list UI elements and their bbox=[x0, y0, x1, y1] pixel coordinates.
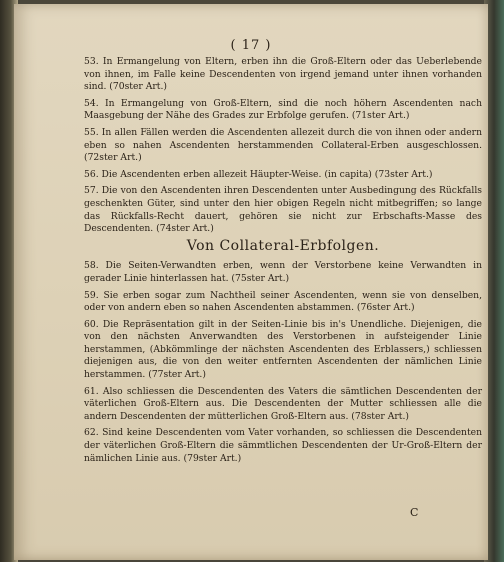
paragraph-55: 55. In allen Fällen werden die Ascendenten allezeit durch die von ihnen oder andern eben so nahen Ascendenten herstammenden Collateral-Erben ausgeschlossen. (72ster Art.) bbox=[84, 126, 482, 164]
section-heading: Von Collateral-Erbfolgen. bbox=[186, 237, 380, 254]
paragraph-58: 58. Die Seiten-Verwandten erben, wenn der Verstorbene keine Verwandten in gerader Linie hinterlassen hat. (75ster Art.) bbox=[84, 260, 482, 284]
paragraph-54: 54. In Ermangelung von Groß-Eltern, sind die noch höhern Ascendenten nach Maasgebung der Nähe des Grades zur Erbfolge gerufen. (71ster Art.) bbox=[84, 97, 482, 122]
book-page bbox=[14, 4, 488, 560]
paragraph-62: 62. Sind keine Descendenten vom Vater vorhanden, so schliessen die Descendenten der väterlichen Groß-Eltern die sämmtlichen Descendenten der Ur-Groß-Eltern der nämlichen Linie aus. (79ster Art.) bbox=[84, 427, 482, 464]
paragraph-57: 57. Die von den Ascendenten ihren Descendenten unter Ausbedingung des Rückfalls geschenkten Güter, sind unter den hier obigen Regeln nicht mitbegriffen; so lange das Rückfalls-Recht dauert, gehören sie nicht zur Erbschafts-Masse des Descendenten. (74ster Art.) bbox=[84, 185, 482, 235]
paragraph-56: 56. Die Ascendenten erben allezeit Häupter-Weise. (in capita) (73ster Art.) bbox=[84, 168, 433, 180]
page-number: ( 17 ) bbox=[230, 38, 272, 53]
paragraph-60: 60. Die Repräsentation gilt in der Seiten-Linie bis in's Unendliche. Diejenigen, die von den nächsten Anverwandten des Verstorbenen in aufsteigender Linie herstammen, (Abkömmlinge der nächsten Ascendenten des Erblassers,) schliessen diejenigen aus, die von den weiter entfernten Ascendenten der nämlichen Linie herstammen. (77ster Art.) bbox=[84, 318, 482, 381]
paragraph-61: 61. Also schliessen die Descendenten des Vaters die sämtlichen Descendenten der väterlichen Groß-Eltern aus. Die Descendenten der Mutter schliessen alle die andern Descendenten der mütterlichen Groß-Eltern aus. (78ster Art.) bbox=[84, 385, 482, 422]
page-content bbox=[84, 56, 482, 469]
catchword-signature: C bbox=[410, 506, 419, 519]
paragraph-59: 59. Sie erben sogar zum Nachtheil seiner Ascendenten, wenn sie von denselben, oder von andern eben so nahen Ascendenten abstammen. (76ster Art.) bbox=[84, 289, 482, 314]
paragraph-53: 53. In Ermangelung von Eltern, erben ihn die Groß-Eltern oder das Ueberlebende von ihnen, im Falle keine Descendenten von irgend jemand unter ihnen vorhanden sind. (70ster Art.) bbox=[84, 56, 482, 93]
